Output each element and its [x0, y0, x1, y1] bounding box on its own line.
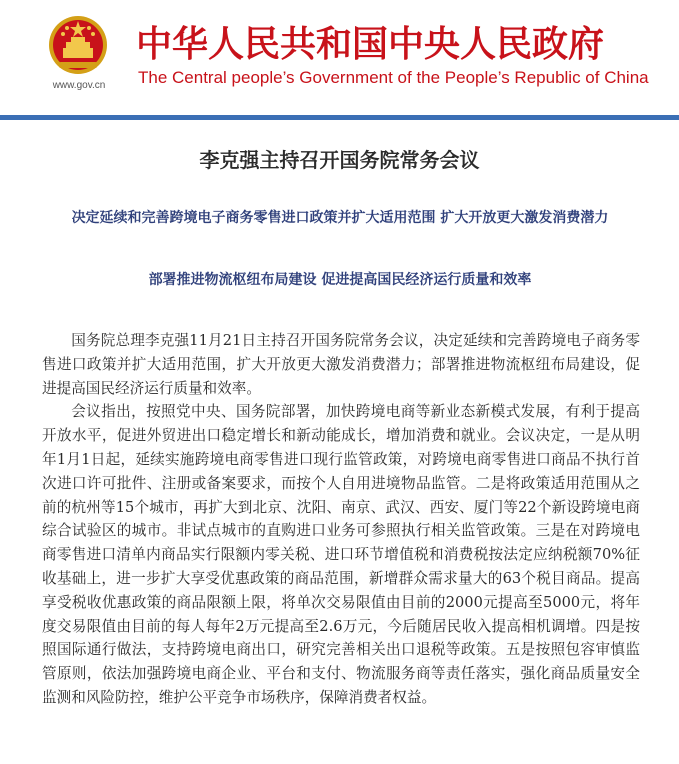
- article-subheadline-1: 决定延续和完善跨境电子商务零售进口政策并扩大适用范围 扩大开放更大激发消费潜力: [71, 210, 609, 226]
- site-title-english: The Central people’s Government of the People’s Republic of China: [138, 68, 649, 87]
- site-url[interactable]: www.gov.cn: [52, 80, 106, 91]
- article-headline: 李克强主持召开国务院常务会议: [199, 148, 480, 172]
- national-emblem-icon: [47, 12, 109, 76]
- article: [0, 120, 679, 764]
- site-header: [0, 0, 679, 118]
- article-paragraph-1: 国务院总理李克强11月21日主持召开国务院常务会议，决定延续和完善跨境电子商务零售进口政策并扩大适用范围，扩大开放更大激发消费潜力；部署推进物流枢纽布局建设，促进提高国民经济运行质量和效率。: [42, 332, 640, 397]
- article-body: [42, 329, 640, 710]
- site-title-chinese: 中华人民共和国中央人民政府: [136, 24, 605, 65]
- article-subheadline-2: 部署推进物流枢纽布局建设 促进提高国民经济运行质量和效率: [148, 272, 532, 288]
- article-paragraph-2: 会议指出，按照党中央、国务院部署，加快跨境电商等新业态新模式发展，有利于提高开放水平，促进外贸进出口稳定增长和新动能成长，增加消费和就业。会议决定，一是从明年1月1日起，延续实施跨境电商零售进口现行监管政策，对跨境电商零售进口商品不执行首次进口许可批件、注册或备案要求，而按个人自用进境物品监管。二是将政策适用范围从之前的杭州等15个城市，再扩大到北京、沈阳、南京、武汉、西安、厦门等22个新设跨境电商综合试验区的城市。非试点城市的直购进口业务可参照执行相关监管政策。三是在对跨境电商零售进口清单内商品实行限额内零关税、进口环节增值税和消费税按法定应纳税额70%征收基础上，进一步扩大享受优惠政策的商品范围，新增群众需求量大的63个税目商品。提高享受税收优惠政策的商品限额上限，将单次交易限值由目前的2000元提高至5000元，将年度交易限值由目前的每人每年2万元提高至2.6万元，今后随居民收入提高相机调增。四是按照国际通行做法，支持跨境电商出口，研究完善相关出口退税等政策。五是按照包容审慎监管原则，依法加强跨境电商企业、平台和支付、物流服务商等责任落实，强化商品质量安全监测和风险防控，维护公平竞争市场秩序，保障消费者权益。: [42, 403, 640, 706]
